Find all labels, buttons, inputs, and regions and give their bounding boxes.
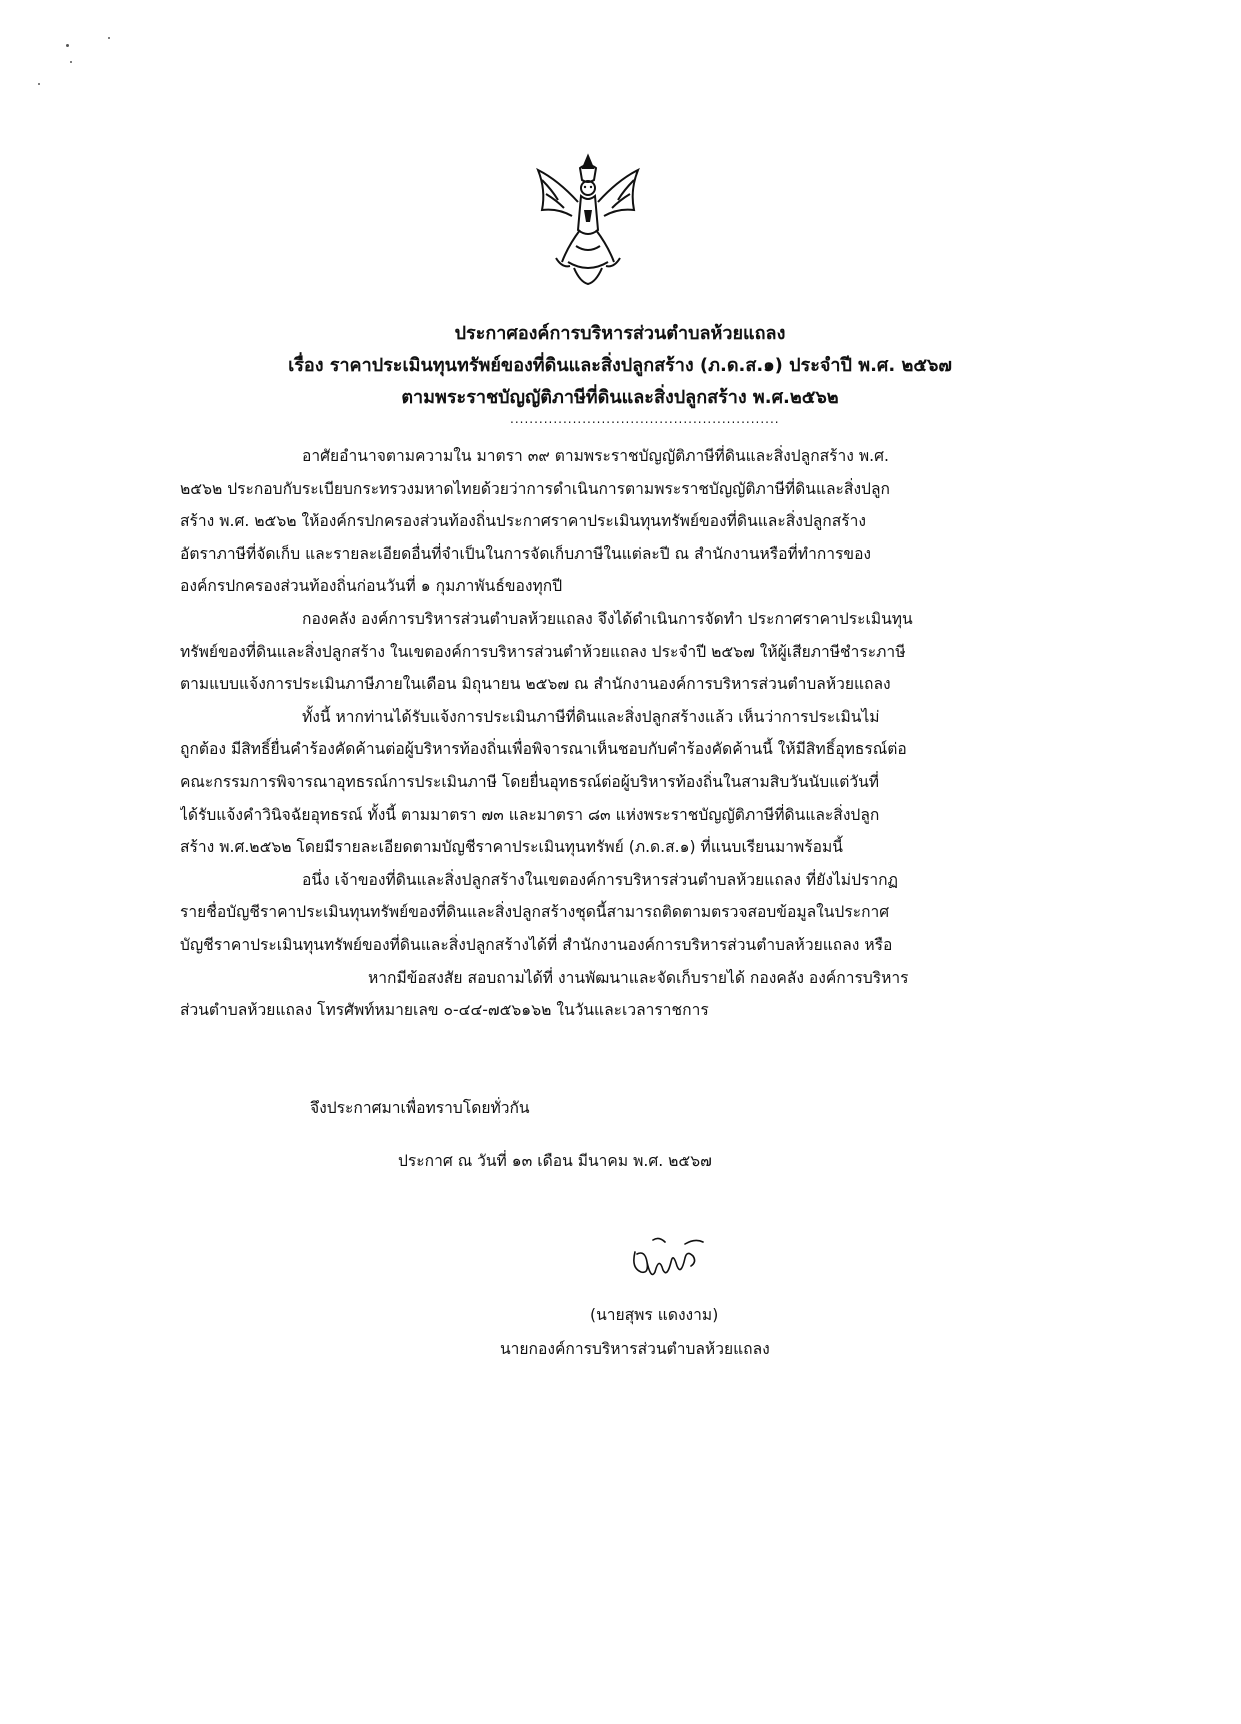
body-line: องค์กรปกครองส่วนท้องถิ่นก่อนวันที่ ๑ กุมภาพันธ์ของทุกปี (180, 577, 563, 596)
body-line: ๒๕๖๒ ประกอบกับระเบียบกระทรวงมหาดไทยด้วยว่าการดำเนินการตามพระราชบัญญัติภาษีที่ดินและสิ่งปลูก (180, 479, 890, 498)
announcement-body (180, 440, 1080, 1027)
announcement-title: ประกาศองค์การบริหารส่วนตำบลห้วยแถลง (454, 323, 786, 344)
body-line: อัตราภาษีที่จัดเก็บ และรายละเอียดอื่นที่จำเป็นในการจัดเก็บภาษีในแต่ละปี ณ สำนักงานหรือที่ทำการของ (180, 544, 872, 563)
body-line: บัญชีราคาประเมินทุนทรัพย์ของที่ดินและสิ่งปลูกสร้างได้ที่ สำนักงานองค์การบริหารส่วนตำบลห้วยแถลง หรือ (180, 935, 893, 954)
closing-statement: จึงประกาศมาเพื่อทราบโดยทั่วกัน (310, 1099, 530, 1117)
body-line: ทรัพย์ของที่ดินและสิ่งปลูกสร้าง ในเขตองค์การบริหารส่วนตำห้วยแถลง ประจำปี ๒๕๖๗ ให้ผู้เสียภาษีชำระภาษี (180, 642, 906, 661)
separator-line: ........................................................ (510, 412, 780, 426)
garuda-emblem (528, 150, 648, 290)
signatory-name: (นายสุพร แดงงาม) (590, 1306, 719, 1324)
body-line: ส่วนตำบลห้วยแถลง โทรศัพท์หมายเลข ๐-๔๔-๗๕๖๑๖๒ ในวันและเวลาราชการ (180, 1001, 709, 1020)
body-line: ได้รับแจ้งคำวินิจฉัยอุทธรณ์ ทั้งนี้ ตามมาตรา ๗๓ และมาตรา ๘๓ แห่งพระราชบัญญัติภาษีที่ดินและสิ่งปลูก (180, 805, 880, 824)
body-line: คณะกรรมการพิจารณาอุทธรณ์การประเมินภาษี โดยยื่นอุทธรณ์ต่อผู้บริหารท้องถิ่นในสามสิบวันนับแต่วันที่ (180, 772, 880, 791)
announcement-date: ประกาศ ณ วันที่ ๑๓ เดือน มีนาคม พ.ศ. ๒๕๖๗ (398, 1152, 712, 1170)
body-line: ทั้งนี้ หากท่านได้รับแจ้งการประเมินภาษีที่ดินและสิ่งปลูกสร้างแล้ว เห็นว่าการประเมินไม่ (302, 707, 880, 726)
handwritten-signature (625, 1232, 715, 1288)
body-line: อาศัยอำนาจตามความใน มาตรา ๓๙ ตามพระราชบัญญัติภาษีที่ดินและสิ่งปลูกสร้าง พ.ศ. (302, 447, 889, 465)
body-line: รายชื่อบัญชีราคาประเมินทุนทรัพย์ของที่ดินและสิ่งปลูกสร้างชุดนี้สามารถติดตามตรวจสอบข้อมูลในประกาศ (180, 903, 890, 922)
body-line: อนึ่ง เจ้าของที่ดินและสิ่งปลูกสร้างในเขตองค์การบริหารส่วนตำบลห้วยแถลง ที่ยังไม่ปรากฏ (302, 870, 899, 889)
signatory-position: นายกองค์การบริหารส่วนตำบลห้วยแถลง (500, 1340, 770, 1358)
body-line: หากมีข้อสงสัย สอบถามได้ที่ งานพัฒนาและจัดเก็บรายได้ กองคลัง องค์การบริหาร (368, 968, 909, 987)
body-line: ถูกต้อง มีสิทธิ์ยื่นคำร้องคัดค้านต่อผู้บริหารท้องถิ่นเพื่อพิจารณาเห็นชอบกับคำร้องคัดค้านนี้ ให้มีสิทธิ์อุทธรณ์ต่อ (180, 740, 907, 759)
body-line: สร้าง พ.ศ.๒๕๖๒ โดยมีรายละเอียดตามบัญชีราคาประเมินทุนทรัพย์ (ภ.ด.ส.๑) ที่แนบเรียนมาพร้อมนี้ (180, 838, 843, 857)
announcement-subject: เรื่อง ราคาประเมินทุนทรัพย์ของที่ดินและสิ่งปลูกสร้าง (ภ.ด.ส.๑) ประจำปี พ.ศ. ๒๕๖๗ (288, 355, 952, 376)
announcement-law: ตามพระราชบัญญัติภาษีที่ดินและสิ่งปลูกสร้าง พ.ศ.๒๕๖๒ (401, 387, 839, 408)
body-line: ตามแบบแจ้งการประเมินภาษีภายในเดือน มิถุนายน ๒๕๖๗ ณ สำนักงานองค์การบริหารส่วนตำบลห้วยแถลง (180, 675, 891, 694)
body-line: กองคลัง องค์การบริหารส่วนตำบลห้วยแถลง จึงได้ดำเนินการจัดทำ ประกาศราคาประเมินทุน (302, 609, 913, 628)
body-line: สร้าง พ.ศ. ๒๕๖๒ ให้องค์กรปกครองส่วนท้องถิ่นประกาศราคาประเมินทุนทรัพย์ของที่ดินและสิ่งปลูกสร้าง (180, 512, 866, 531)
announcement-header (170, 318, 1070, 414)
